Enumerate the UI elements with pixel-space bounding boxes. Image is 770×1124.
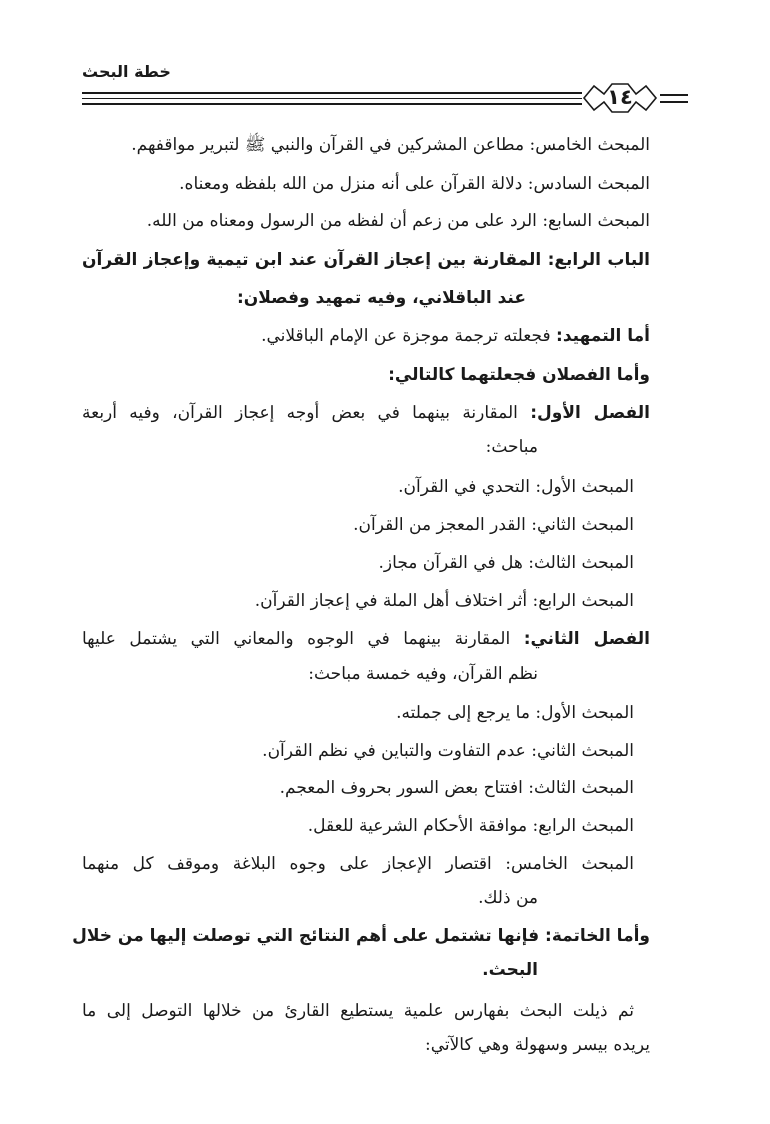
text-line: من ذلك. xyxy=(478,888,538,908)
text-line: المبحث الخامس: مطاعن المشركين في القرآن والنبي ﷺ لتبرير مواقفهم. xyxy=(131,135,650,155)
text-line: المبحث الأول: التحدي في القرآن. xyxy=(398,477,634,497)
text-line: يريده بيسر وسهولة وهي كالآتي: xyxy=(424,1035,650,1055)
chapter-heading-cont: عند الباقلاني، وفيه تمهيد وفصلان: xyxy=(236,288,526,308)
line-lead: الفصل الأول: xyxy=(530,403,651,423)
text-line: نظم القرآن، وفيه خمسة مباحث: xyxy=(308,664,538,684)
header-rule xyxy=(82,92,582,106)
conclusion-heading xyxy=(72,921,650,951)
text-line: المبحث الأول: ما يرجع إلى جملته. xyxy=(396,703,634,723)
text-line: المبحث الخامس: اقتصار الإعجاز على وجوه البلاغة وموقف كل منهما xyxy=(82,854,634,874)
text-line: المبحث الثالث: هل في القرآن مجاز. xyxy=(378,553,634,573)
line-lead: الفصل الثاني: xyxy=(523,629,650,649)
text-line: المبحث الثالث: افتتاح بعض السور بحروف المعجم. xyxy=(279,778,634,798)
text-line: المبحث السابع: الرد على من زعم أن لفظه من الرسول ومعناه من الله. xyxy=(146,211,650,231)
text-line: مباحث: xyxy=(485,437,538,457)
text-line xyxy=(82,398,650,428)
text-line xyxy=(261,321,650,351)
line-lead: أما التمهيد: xyxy=(556,326,650,346)
page-number: ١٤ xyxy=(607,85,633,109)
page-number-ornament xyxy=(582,80,658,116)
header-dash xyxy=(660,94,688,96)
line-rest: فجعلته ترجمة موجزة عن الإمام الباقلاني. xyxy=(261,326,557,346)
conclusion-heading-cont: البحث. xyxy=(482,960,538,980)
section-heading: وأما الفصلان فجعلتهما كالتالي: xyxy=(388,365,650,385)
line-rest: فإنها تشتمل على أهم النتائج التي توصلت إليها من خلال xyxy=(72,926,546,946)
text-line: المبحث السادس: دلالة القرآن على أنه منزل من الله بلفظه ومعناه. xyxy=(179,174,650,194)
text-line: المبحث الثاني: عدم التفاوت والتباين في نظم القرآن. xyxy=(262,741,634,761)
running-header-title: خطة البحث xyxy=(82,62,171,81)
header-dash xyxy=(660,101,688,103)
line-rest: المقارنة بينهما في بعض أوجه إعجاز القرآن، وفيه أربعة xyxy=(82,403,531,423)
text-line xyxy=(82,624,650,654)
text-line: المبحث الرابع: موافقة الأحكام الشرعية للعقل. xyxy=(307,816,634,836)
chapter-heading: الباب الرابع: المقارنة بين إعجاز القرآن عند ابن تيمية وإعجاز القرآن xyxy=(82,250,650,270)
text-line: المبحث الرابع: أثر اختلاف أهل الملة في إعجاز القرآن. xyxy=(254,591,634,611)
line-lead: وأما الخاتمة: xyxy=(545,926,650,946)
text-line: المبحث الثاني: القدر المعجز من القرآن. xyxy=(353,515,634,535)
text-line: ثم ذيلت البحث بفهارس علمية يستطيع القارئ من خلالها التوصل إلى ما xyxy=(82,1001,634,1021)
line-rest: المقارنة بينهما في الوجوه والمعاني التي يشتمل عليها xyxy=(82,629,524,649)
